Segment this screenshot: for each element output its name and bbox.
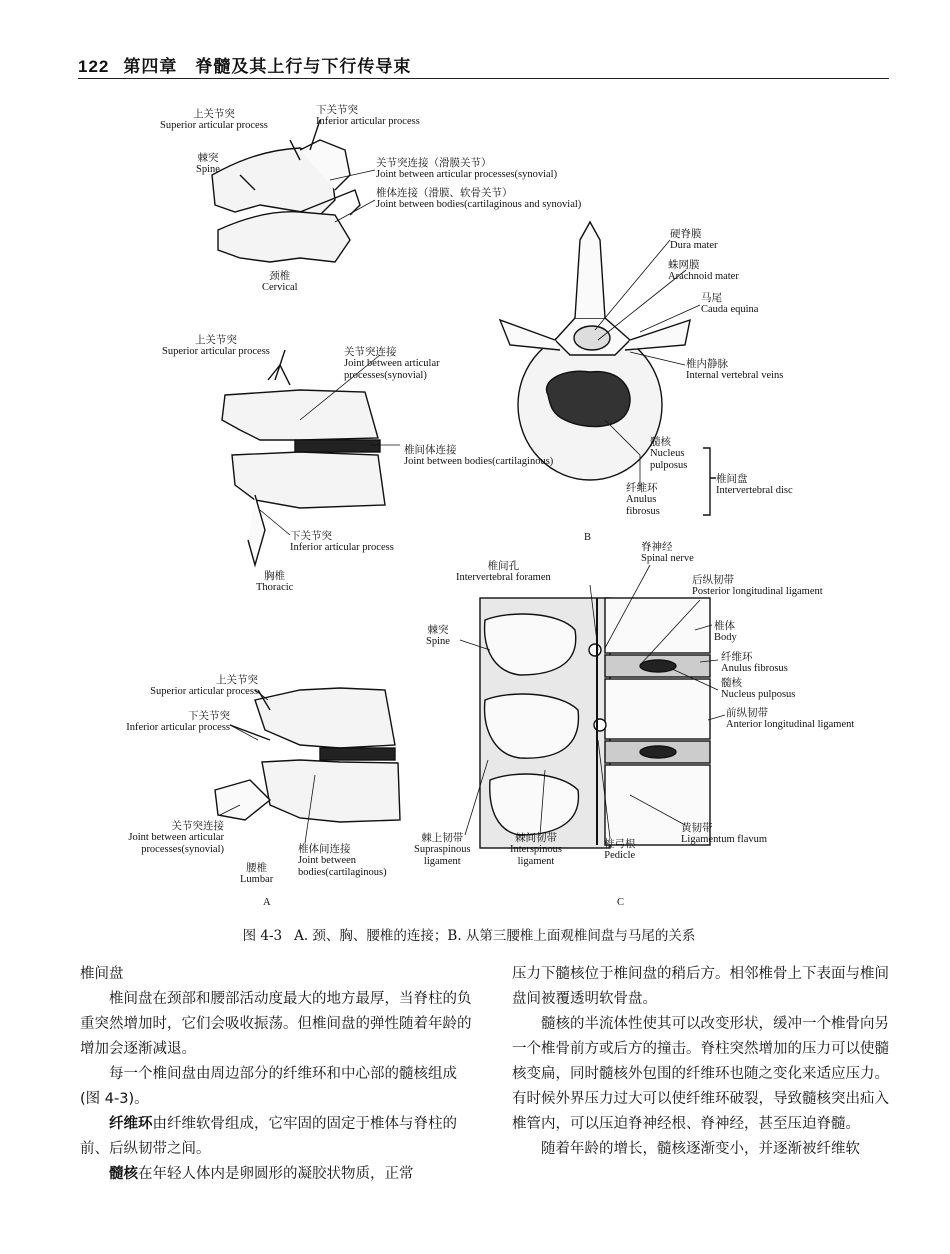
paragraph: 椎间盘在颈部和腰部活动度最大的地方最厚，当脊柱的负重突然增加时，它们会吸收振荡。但椎间盘的弹性随着年龄的增加会逐渐减退。 <box>80 991 472 1057</box>
all-label: 前纵韧带 Anterior longitudinal ligament <box>726 707 855 730</box>
figure-caption <box>0 924 950 944</box>
intervertebral-foramen-label: 椎间孔 Intervertebral foramen <box>456 560 551 583</box>
c-nucleus-label: 髓核 Nucleus pulposus <box>721 677 796 700</box>
right-column <box>512 962 902 1162</box>
lumbar-title: 腰椎 Lumbar <box>240 862 274 885</box>
spinal-nerve-label: 脊神经 Spinal nerve <box>641 541 694 564</box>
lumbar-joint-articular-label: 关节突连接 Joint between articular processes(synovial) <box>128 820 224 855</box>
paragraph: 每一个椎间盘由周边部分的纤维环和中心部的髓核组成(图 4-3)。 <box>80 1066 457 1107</box>
intervertebral-disc-label: 椎间盘 Intervertebral disc <box>716 473 793 496</box>
panel-c-letter: C <box>617 897 625 908</box>
thoracic-joint-articular-label: 关节突连接 Joint between articular processes(synovial) <box>344 346 440 381</box>
lumbar-superior-articular-label: 上关节突 Superior articular process <box>150 674 258 697</box>
paragraph: 髓核在年轻人体内是卵圆形的凝胶状物质，正常 <box>109 1166 414 1182</box>
dura-mater-label: 硬脊膜 Dura mater <box>670 228 718 251</box>
panel-a-letter: A <box>263 897 271 908</box>
interspinous-label: 棘间韧带 Interspinous ligament <box>510 832 562 867</box>
lumbar-vertebrae-drawing <box>215 688 400 822</box>
lumbar-intervertebral-label: 椎体间连接 Joint between bodies(cartilaginous) <box>298 843 387 878</box>
b-anulus-label: 纤维环 Anulus fibrosus <box>626 482 660 517</box>
page-number: 122 <box>78 57 110 76</box>
figure-caption-number: 图 4-3 <box>242 928 283 944</box>
ligamentum-flavum-label: 黄韧带 Ligamentum flavum <box>681 822 768 845</box>
cervical-spine-label: 棘突 Spine <box>196 152 220 175</box>
c-body-label: 椎体 Body <box>714 620 737 643</box>
paragraph: 纤维环由纤维软骨组成，它牢固的固定于椎体与脊柱的前、后纵韧带之间。 <box>80 1116 457 1157</box>
term-nucleus: 髓核 <box>109 1166 138 1182</box>
cauda-equina-label: 马尾 Cauda equina <box>701 292 759 315</box>
internal-vertebral-veins-label: 椎内静脉 Internal vertebral veins <box>686 358 784 381</box>
paragraph: 压力下髓核位于椎间盘的稍后方。相邻椎骨上下表面与椎间盘间被覆透明软骨盘。 <box>512 966 889 1007</box>
thoracic-inferior-articular-label: 下关节突 Inferior articular process <box>290 530 394 553</box>
c-spine-label: 棘突 Spine <box>426 624 450 647</box>
term-anulus: 纤维环 <box>109 1116 153 1132</box>
supraspinous-label: 棘上韧带 Supraspinous ligament <box>414 832 471 867</box>
b-nucleus-label: 髓核 Nucleus pulposus <box>650 436 688 471</box>
paragraph: 髓核的半流体性使其可以改变形状，缓冲一个椎骨向另一个椎骨前方或后方的撞击。脊柱突然增加的压力可以使髓核变扁，同时髓核外包围的纤维环也随之变化来适应压力。有时候外界压力过大可以使纤维环破裂，导致髓核突出疝入椎管内，可以压迫脊神经根、脊神经，甚至压迫脊髓。 <box>512 1016 889 1132</box>
cervical-vertebrae-drawing <box>212 120 360 262</box>
section-heading: 椎间盘 <box>80 966 124 982</box>
cervical-inferior-articular-label: 下关节突 Inferior articular process <box>316 104 420 127</box>
c-anulus-label: 纤维环 Anulus fibrosus <box>721 651 788 674</box>
left-column <box>80 962 475 1187</box>
thoracic-title: 胸椎 Thoracic <box>256 570 294 593</box>
panel-c-sagittal-drawing <box>480 598 710 848</box>
cervical-title: 颈椎 Cervical <box>262 270 298 293</box>
cervical-joint-articular-label: 关节突连接（滑膜关节） Joint between articular processes(synovial) <box>376 157 558 180</box>
paragraph: 随着年龄的增长，髓核逐渐变小，并逐渐被纤维软 <box>541 1141 860 1157</box>
pll-label: 后纵韧带 Posterior longitudinal ligament <box>692 574 823 597</box>
chapter-title: 第四章 脊髓及其上行与下行传导束 <box>123 57 412 77</box>
lumbar-inferior-articular-label: 下关节突 Inferior articular process <box>126 710 230 733</box>
pedicle-label: 椎弓根 Pedicle <box>604 838 636 861</box>
thoracic-intervertebral-label: 椎间体连接 Joint between bodies(cartilaginous) <box>404 444 554 467</box>
cervical-superior-articular-label: 上关节突 Superior articular process <box>160 108 268 131</box>
arachnoid-label: 蛛网膜 Arachnoid mater <box>668 259 739 282</box>
panel-b-letter: B <box>584 532 592 543</box>
thoracic-superior-articular-label: 上关节突 Superior articular process <box>162 334 270 357</box>
cervical-joint-bodies-label: 椎体连接（滑膜、软骨关节） Joint between bodies(cartilaginous and synovial) <box>376 187 582 210</box>
figure-caption-text: A. 颈、胸、腰椎的连接；B. 从第三腰椎上面观椎间盘与马尾的关系 <box>294 928 696 944</box>
